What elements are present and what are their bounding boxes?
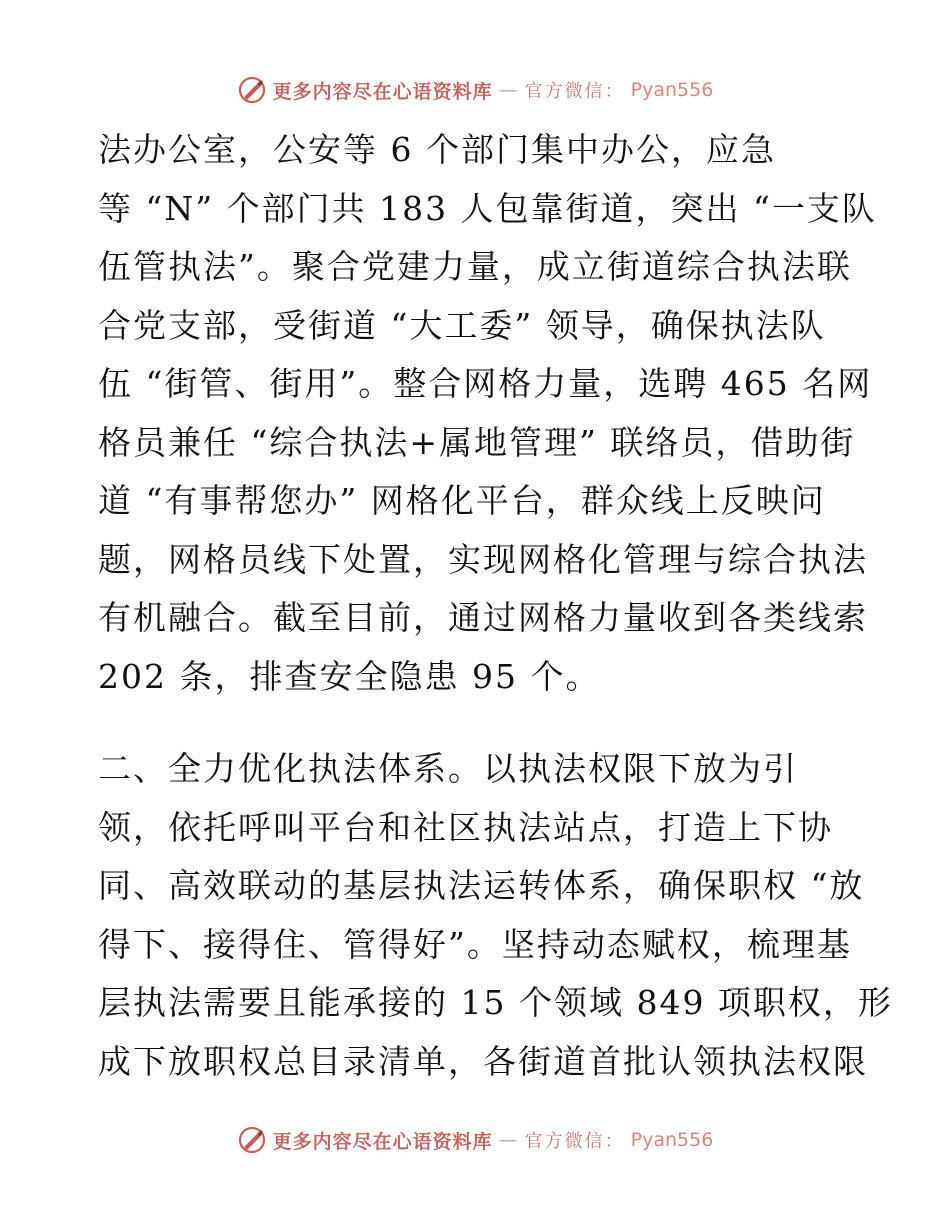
text-line: 202 条，排查安全隐患 95 个。 — [98, 656, 601, 696]
text-line: 层执法需要且能承接的 15 个领域 849 项职权，形 — [98, 983, 893, 1022]
banner-separator: — — [498, 1129, 519, 1151]
text-line: 伍 “街管、街用”。整合网格力量，选聘 465 名网 — [98, 364, 873, 403]
header-banner — [0, 70, 950, 110]
banner-wechat-id: Pyan556 — [630, 79, 714, 101]
text-line: 等 “N” 个部门共 183 人包靠街道，突出 “一支队 — [98, 188, 877, 228]
text-line: 得下、接得住、管得好”。坚持动态赋权，梳理基 — [98, 924, 852, 964]
document-body — [98, 121, 893, 1091]
footer-banner — [0, 1120, 950, 1160]
text-line: 法办公室，公安等 6 个部门集中办公，应急 — [98, 130, 776, 169]
banner-wechat-label: 官方微信： — [524, 81, 625, 102]
text-line: 伍管执法”。聚合党建力量，成立街道综合执法联 — [98, 247, 852, 286]
paragraph-2 — [98, 740, 893, 1091]
pen-logo-icon — [237, 75, 267, 105]
banner-main-text: 更多内容尽在心语资料库 — [272, 80, 493, 103]
text-line: 二、全力优化执法体系。以执法权限下放为引 — [98, 749, 798, 788]
text-line: 领，依托呼叫平台和社区执法站点，打造上下协 — [98, 807, 833, 847]
text-line: 题，网格员线下处置，实现网格化管理与综合执法 — [98, 539, 868, 579]
banner-wechat-label: 官方微信： — [524, 1131, 625, 1152]
banner-main-text: 更多内容尽在心语资料库 — [272, 1130, 493, 1153]
banner-separator: — — [498, 79, 519, 101]
text-line: 合党支部，受街道 “大工委” 领导，确保执法队 — [98, 305, 826, 345]
text-line: 格员兼任 “综合执法+属地管理” 联络员，借助街 — [98, 422, 856, 462]
text-line: 道 “有事帮您办” 网格化平台，群众线上反映问 — [98, 481, 826, 520]
banner-wechat-id: Pyan556 — [630, 1129, 714, 1151]
text-line: 同、高效联动的基层执法运转体系，确保职权 “放 — [98, 866, 865, 905]
paragraph-gap — [98, 706, 858, 740]
pen-logo-icon — [237, 1125, 267, 1155]
text-line: 有机融合。截至目前，通过网格力量收到各类线索 — [98, 598, 868, 637]
text-line: 成下放职权总目录清单，各街道首批认领执法权限 — [98, 1041, 868, 1081]
paragraph-1 — [98, 121, 877, 706]
